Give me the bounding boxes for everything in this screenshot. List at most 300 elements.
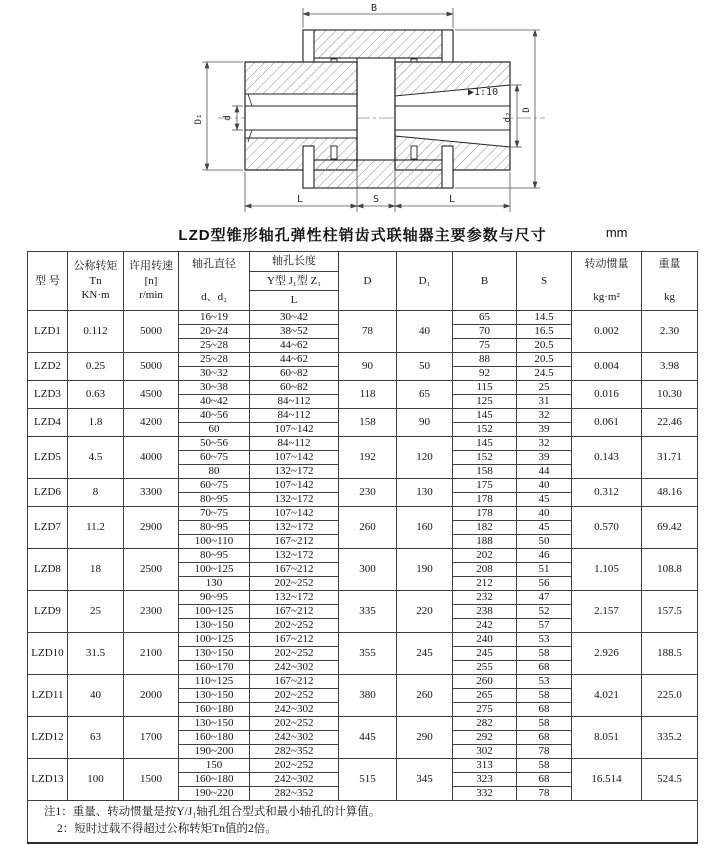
speed-cell: 1500 xyxy=(124,759,179,801)
B-cell: 178 xyxy=(453,493,517,507)
speed-cell: 2300 xyxy=(124,591,179,633)
dimension-B xyxy=(303,3,453,28)
weight-cell: 157.5 xyxy=(642,591,698,633)
D-cell: 118 xyxy=(339,381,397,409)
B-cell: 212 xyxy=(453,577,517,591)
weight-cell: 2.30 xyxy=(642,311,698,353)
svg-text:D: D xyxy=(522,107,532,113)
col-header-torque xyxy=(68,252,124,311)
table-row xyxy=(28,437,698,451)
col-header-B: B xyxy=(453,252,517,311)
note-line-2: 2：短时过载不得超过公称转矩Tn值的2倍。 xyxy=(57,822,277,835)
D-cell: 515 xyxy=(339,759,397,801)
torque-cell: 11.2 xyxy=(68,507,124,549)
weight-cell: 69.42 xyxy=(642,507,698,549)
model-cell: LZD12 xyxy=(28,717,68,759)
D1-cell: 65 xyxy=(397,381,453,409)
weight-cell: 10.30 xyxy=(642,381,698,409)
D-cell: 300 xyxy=(339,549,397,591)
S-cell: 53 xyxy=(517,675,572,689)
D1-cell: 260 xyxy=(397,675,453,717)
length-cell: 282~352 xyxy=(250,787,339,801)
center-spacer xyxy=(357,58,395,168)
bore-cell: 110~125 xyxy=(179,675,250,689)
speed-cell: 2900 xyxy=(124,507,179,549)
S-cell: 58 xyxy=(517,759,572,773)
table-row xyxy=(28,591,698,605)
inertia-l1: 转动惯量 xyxy=(584,258,629,270)
inertia-cell: 0.002 xyxy=(572,311,642,353)
B-cell: 92 xyxy=(453,367,517,381)
D1-cell: 290 xyxy=(397,717,453,759)
B-cell: 175 xyxy=(453,479,517,493)
taper-label: ▶1:10 xyxy=(468,87,499,98)
speed-cell: 3300 xyxy=(124,479,179,507)
D-cell: 230 xyxy=(339,479,397,507)
B-cell: 238 xyxy=(453,605,517,619)
svg-text:d₂: d₂ xyxy=(503,111,513,123)
weight-cell: 108.8 xyxy=(642,549,698,591)
col-header-D: D xyxy=(339,252,397,311)
S-cell: 47 xyxy=(517,591,572,605)
speed-cell: 1700 xyxy=(124,717,179,759)
length-cell: 202~252 xyxy=(250,759,339,773)
bore-cell: 190~220 xyxy=(179,787,250,801)
B-cell: 188 xyxy=(453,535,517,549)
svg-text:L: L xyxy=(448,194,456,205)
bore-l2: d、d₂ xyxy=(201,291,227,304)
note-line-1: 注1：重量、转动惯量是按Y/J₁轴孔组合型式和最小轴孔的计算值。 xyxy=(44,806,381,818)
svg-text:B: B xyxy=(370,3,378,14)
S-cell: 58 xyxy=(517,717,572,731)
length-cell: 282~352 xyxy=(250,745,339,759)
length-cell: 84~112 xyxy=(250,395,339,409)
bore-cell: 80~95 xyxy=(179,493,250,507)
S-cell: 56 xyxy=(517,577,572,591)
spec-table xyxy=(27,251,698,844)
weight-cell: 335.2 xyxy=(642,717,698,759)
length-cell: 167~212 xyxy=(250,675,339,689)
length-cell: 202~252 xyxy=(250,577,339,591)
bore-cell: 160~170 xyxy=(179,661,250,675)
torque-cell: 4.5 xyxy=(68,437,124,479)
D-cell: 260 xyxy=(339,507,397,549)
torque-l2: Tn xyxy=(89,274,102,287)
length-cell: 38~52 xyxy=(250,325,339,339)
model-cell: LZD13 xyxy=(28,759,68,801)
bore-cell: 130~150 xyxy=(179,619,250,633)
B-cell: 232 xyxy=(453,591,517,605)
col-header-speed xyxy=(124,252,179,311)
B-cell: 182 xyxy=(453,521,517,535)
left-hub xyxy=(245,62,357,170)
length-cell: 44~62 xyxy=(250,353,339,367)
B-cell: 202 xyxy=(453,549,517,563)
bore-cell: 160~180 xyxy=(179,773,250,787)
bore-cell: 160~180 xyxy=(179,703,250,717)
bore-cell: 130~150 xyxy=(179,689,250,703)
inertia-cell: 2.926 xyxy=(572,633,642,675)
torque-cell: 100 xyxy=(68,759,124,801)
model-cell: LZD4 xyxy=(28,409,68,437)
page-title: LZD型锥形轴孔弹性柱销齿式联轴器主要参数与尺寸 xyxy=(178,227,547,244)
D-cell: 355 xyxy=(339,633,397,675)
coupling-drawing xyxy=(0,0,725,222)
model-cell: LZD8 xyxy=(28,549,68,591)
S-cell: 52 xyxy=(517,605,572,619)
length-cell: 107~142 xyxy=(250,451,339,465)
table-row xyxy=(28,311,698,325)
B-cell: 145 xyxy=(453,409,517,423)
D-cell: 90 xyxy=(339,353,397,381)
length-cell: 132~172 xyxy=(250,521,339,535)
inertia-cell: 2.157 xyxy=(572,591,642,633)
D1-cell: 245 xyxy=(397,633,453,675)
speed-cell: 4200 xyxy=(124,409,179,437)
bore-cell: 16~19 xyxy=(179,311,250,325)
B-cell: 178 xyxy=(453,507,517,521)
dimension-D1 xyxy=(194,62,243,170)
B-cell: 240 xyxy=(453,633,517,647)
model-cell: LZD9 xyxy=(28,591,68,633)
S-cell: 53 xyxy=(517,633,572,647)
S-cell: 31 xyxy=(517,395,572,409)
bore-cell: 100~110 xyxy=(179,535,250,549)
bore-cell: 100~125 xyxy=(179,633,250,647)
weight-l2: kg xyxy=(664,291,675,304)
D1-cell: 90 xyxy=(397,409,453,437)
col-header-bore xyxy=(179,252,250,311)
inertia-cell: 1.105 xyxy=(572,549,642,591)
bore-cell: 70~75 xyxy=(179,507,250,521)
torque-cell: 40 xyxy=(68,675,124,717)
notes-cell xyxy=(28,801,698,844)
S-cell: 68 xyxy=(517,703,572,717)
length-cell: 202~252 xyxy=(250,717,339,731)
length-cell: 167~212 xyxy=(250,633,339,647)
inertia-cell: 0.016 xyxy=(572,381,642,409)
B-cell: 323 xyxy=(453,773,517,787)
S-cell: 68 xyxy=(517,661,572,675)
speed-cell: 5000 xyxy=(124,311,179,353)
D1-cell: 130 xyxy=(397,479,453,507)
len-l2: Y型 J₁型 Z₁ xyxy=(250,271,338,291)
model-cell: LZD11 xyxy=(28,675,68,717)
speed-cell: 2000 xyxy=(124,675,179,717)
table-row xyxy=(28,479,698,493)
D-cell: 380 xyxy=(339,675,397,717)
col-header-model: 型 号 xyxy=(28,252,68,311)
torque-l1: 公称转矩 xyxy=(73,259,118,272)
col-header-weight xyxy=(642,252,698,311)
length-cell: 132~172 xyxy=(250,465,339,479)
table-row xyxy=(28,759,698,773)
torque-cell: 63 xyxy=(68,717,124,759)
table-row xyxy=(28,381,698,395)
B-cell: 302 xyxy=(453,745,517,759)
B-cell: 255 xyxy=(453,661,517,675)
S-cell: 25 xyxy=(517,381,572,395)
inertia-cell: 0.143 xyxy=(572,437,642,479)
speed-cell: 2500 xyxy=(124,549,179,591)
bore-cell: 90~95 xyxy=(179,591,250,605)
S-cell: 20.5 xyxy=(517,353,572,367)
length-cell: 132~172 xyxy=(250,493,339,507)
length-header-lines xyxy=(250,252,338,310)
speed-cell: 5000 xyxy=(124,353,179,381)
coupling-cross-section xyxy=(0,0,725,222)
bore-cell: 50~56 xyxy=(179,437,250,451)
S-cell: 39 xyxy=(517,451,572,465)
B-cell: 145 xyxy=(453,437,517,451)
torque-cell: 0.112 xyxy=(68,311,124,353)
inertia-cell: 8.051 xyxy=(572,717,642,759)
length-cell: 107~142 xyxy=(250,423,339,437)
speed-cell: 2100 xyxy=(124,633,179,675)
spec-table-body xyxy=(28,311,698,801)
weight-header-lines xyxy=(642,252,697,310)
model-cell: LZD7 xyxy=(28,507,68,549)
table-footer xyxy=(28,801,698,844)
length-cell: 30~42 xyxy=(250,311,339,325)
bore-l1: 轴孔直径 xyxy=(192,258,236,270)
B-cell: 242 xyxy=(453,619,517,633)
B-cell: 332 xyxy=(453,787,517,801)
B-cell: 152 xyxy=(453,451,517,465)
bore-cell: 20~24 xyxy=(179,325,250,339)
length-cell: 202~252 xyxy=(250,619,339,633)
S-cell: 14.5 xyxy=(517,311,572,325)
B-cell: 245 xyxy=(453,647,517,661)
S-cell: 68 xyxy=(517,731,572,745)
table-row xyxy=(28,717,698,731)
D-cell: 335 xyxy=(339,591,397,633)
bore-cell: 30~38 xyxy=(179,381,250,395)
page-title-row xyxy=(28,224,698,245)
unit-label: mm xyxy=(605,225,628,240)
length-cell: 60~82 xyxy=(250,381,339,395)
weight-cell: 31.71 xyxy=(642,437,698,479)
inertia-l2: kg·m² xyxy=(593,291,620,304)
col-header-length xyxy=(250,252,339,311)
B-cell: 158 xyxy=(453,465,517,479)
bore-cell: 100~125 xyxy=(179,563,250,577)
inertia-header-lines xyxy=(572,252,641,310)
S-cell: 51 xyxy=(517,563,572,577)
torque-cell: 31.5 xyxy=(68,633,124,675)
B-cell: 208 xyxy=(453,563,517,577)
speed-header-lines xyxy=(124,259,178,304)
inertia-cell: 0.312 xyxy=(572,479,642,507)
svg-text:S: S xyxy=(372,194,380,205)
B-cell: 88 xyxy=(453,353,517,367)
table-row xyxy=(28,353,698,367)
bore-cell: 60~75 xyxy=(179,451,250,465)
S-cell: 20.5 xyxy=(517,339,572,353)
B-cell: 265 xyxy=(453,689,517,703)
D1-cell: 40 xyxy=(397,311,453,353)
bore-cell: 40~42 xyxy=(179,395,250,409)
bore-header-lines xyxy=(179,252,249,310)
B-cell: 65 xyxy=(453,311,517,325)
S-cell: 45 xyxy=(517,493,572,507)
D1-cell: 50 xyxy=(397,353,453,381)
model-cell: LZD1 xyxy=(28,311,68,353)
speed-l3: r/min xyxy=(139,289,163,302)
B-cell: 282 xyxy=(453,717,517,731)
torque-cell: 8 xyxy=(68,479,124,507)
speed-l1: 许用转速 xyxy=(129,259,173,272)
S-cell: 24.5 xyxy=(517,367,572,381)
S-cell: 57 xyxy=(517,619,572,633)
speed-l2: [n] xyxy=(144,274,158,287)
B-cell: 75 xyxy=(453,339,517,353)
S-cell: 68 xyxy=(517,773,572,787)
D1-cell: 120 xyxy=(397,437,453,479)
D1-cell: 160 xyxy=(397,507,453,549)
B-cell: 260 xyxy=(453,675,517,689)
D1-cell: 220 xyxy=(397,591,453,633)
inertia-cell: 4.021 xyxy=(572,675,642,717)
table-row xyxy=(28,633,698,647)
bore-cell: 130~150 xyxy=(179,717,250,731)
S-cell: 78 xyxy=(517,745,572,759)
D1-cell: 345 xyxy=(397,759,453,801)
inertia-cell: 16.514 xyxy=(572,759,642,801)
torque-header-lines xyxy=(68,259,123,304)
D-cell: 158 xyxy=(339,409,397,437)
torque-cell: 0.25 xyxy=(68,353,124,381)
model-cell: LZD6 xyxy=(28,479,68,507)
bore-cell: 130~150 xyxy=(179,647,250,661)
torque-cell: 1.8 xyxy=(68,409,124,437)
length-cell: 202~252 xyxy=(250,647,339,661)
length-cell: 242~302 xyxy=(250,773,339,787)
D-cell: 445 xyxy=(339,717,397,759)
weight-cell: 225.0 xyxy=(642,675,698,717)
bore-cell: 160~180 xyxy=(179,731,250,745)
length-cell: 132~172 xyxy=(250,549,339,563)
B-cell: 115 xyxy=(453,381,517,395)
B-cell: 125 xyxy=(453,395,517,409)
S-cell: 44 xyxy=(517,465,572,479)
S-cell: 50 xyxy=(517,535,572,549)
svg-text:d: d xyxy=(223,115,233,121)
S-cell: 39 xyxy=(517,423,572,437)
speed-cell: 4500 xyxy=(124,381,179,409)
B-cell: 292 xyxy=(453,731,517,745)
length-cell: 167~212 xyxy=(250,535,339,549)
weight-cell: 48.16 xyxy=(642,479,698,507)
dimension-d xyxy=(223,106,243,130)
S-cell: 32 xyxy=(517,437,572,451)
length-cell: 107~142 xyxy=(250,507,339,521)
bore-cell: 190~200 xyxy=(179,745,250,759)
weight-cell: 22.46 xyxy=(642,409,698,437)
length-cell: 60~82 xyxy=(250,367,339,381)
torque-cell: 0.63 xyxy=(68,381,124,409)
length-cell: 107~142 xyxy=(250,479,339,493)
S-cell: 78 xyxy=(517,787,572,801)
bore-cell: 150 xyxy=(179,759,250,773)
weight-cell: 524.5 xyxy=(642,759,698,801)
D1-cell: 190 xyxy=(397,549,453,591)
bore-cell: 80~95 xyxy=(179,549,250,563)
B-cell: 313 xyxy=(453,759,517,773)
S-cell: 40 xyxy=(517,479,572,493)
length-cell: 167~212 xyxy=(250,563,339,577)
S-cell: 45 xyxy=(517,521,572,535)
D-cell: 192 xyxy=(339,437,397,479)
bore-cell: 30~32 xyxy=(179,367,250,381)
len-l3: L xyxy=(250,290,338,310)
length-cell: 84~112 xyxy=(250,437,339,451)
table-row xyxy=(28,507,698,521)
inertia-cell: 0.061 xyxy=(572,409,642,437)
weight-l1: 重量 xyxy=(658,258,681,270)
length-cell: 202~252 xyxy=(250,689,339,703)
length-cell: 242~302 xyxy=(250,703,339,717)
inertia-cell: 0.570 xyxy=(572,507,642,549)
model-cell: LZD2 xyxy=(28,353,68,381)
B-cell: 275 xyxy=(453,703,517,717)
S-cell: 32 xyxy=(517,409,572,423)
B-cell: 70 xyxy=(453,325,517,339)
bore-cell: 60~75 xyxy=(179,479,250,493)
S-cell: 58 xyxy=(517,647,572,661)
model-cell: LZD5 xyxy=(28,437,68,479)
col-header-inertia xyxy=(572,252,642,311)
S-cell: 40 xyxy=(517,507,572,521)
model-cell: LZD3 xyxy=(28,381,68,409)
bore-cell: 80~95 xyxy=(179,521,250,535)
length-cell: 132~172 xyxy=(250,591,339,605)
weight-cell: 3.98 xyxy=(642,353,698,381)
length-cell: 242~302 xyxy=(250,661,339,675)
length-cell: 167~212 xyxy=(250,605,339,619)
D-cell: 78 xyxy=(339,311,397,353)
torque-cell: 25 xyxy=(68,591,124,633)
B-cell: 152 xyxy=(453,423,517,437)
length-cell: 242~302 xyxy=(250,731,339,745)
table-row xyxy=(28,409,698,423)
col-header-D1: D₁ xyxy=(397,252,453,311)
bore-cell: 60 xyxy=(179,423,250,437)
length-cell: 84~112 xyxy=(250,409,339,423)
inertia-cell: 0.004 xyxy=(572,353,642,381)
bore-cell: 25~28 xyxy=(179,339,250,353)
bore-cell: 40~56 xyxy=(179,409,250,423)
len-l1: 轴孔长度 xyxy=(272,254,316,267)
torque-cell: 18 xyxy=(68,549,124,591)
model-cell: LZD10 xyxy=(28,633,68,675)
S-cell: 46 xyxy=(517,549,572,563)
bore-cell: 130 xyxy=(179,577,250,591)
svg-text:L: L xyxy=(296,194,304,205)
bore-cell: 25~28 xyxy=(179,353,250,367)
S-cell: 16.5 xyxy=(517,325,572,339)
col-header-S: S xyxy=(517,252,572,311)
bore-cell: 80 xyxy=(179,465,250,479)
speed-cell: 4000 xyxy=(124,437,179,479)
torque-l3: KN·m xyxy=(81,289,110,302)
table-header xyxy=(28,252,698,311)
table-row xyxy=(28,675,698,689)
S-cell: 58 xyxy=(517,689,572,703)
table-row xyxy=(28,549,698,563)
svg-text:D₁: D₁ xyxy=(194,113,204,125)
length-cell: 44~62 xyxy=(250,339,339,353)
